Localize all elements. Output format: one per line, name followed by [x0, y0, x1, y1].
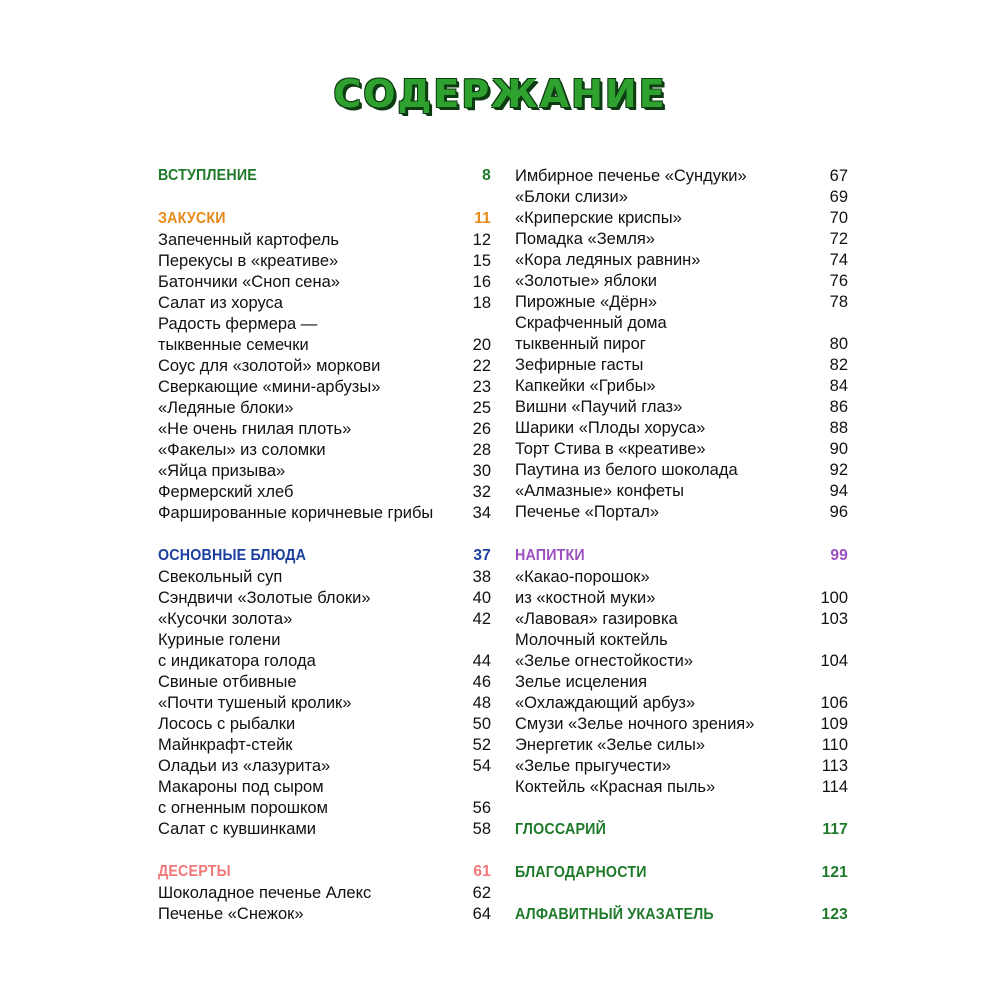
- entry-title: Зефирные гасты: [515, 356, 644, 374]
- toc-section-heading: [158, 861, 491, 883]
- toc-section-heading: [158, 165, 491, 187]
- page-number: 113: [821, 757, 848, 775]
- page-number: 54: [472, 757, 491, 775]
- toc-entry: [158, 776, 491, 798]
- entry-title: Перекусы в «креативе»: [158, 252, 339, 270]
- toc-entry: [158, 608, 491, 630]
- section-title: НАПИТКИ: [515, 547, 585, 564]
- entry-title: тыквенный пирог: [515, 335, 646, 353]
- page-number: 100: [820, 589, 848, 607]
- toc-entry: [158, 692, 491, 714]
- toc-entry: [158, 587, 491, 609]
- page-number: 67: [829, 167, 848, 185]
- toc-entry: [515, 566, 848, 588]
- entry-title: «Кора ледяных равнин»: [515, 251, 701, 269]
- toc-entry: [515, 165, 848, 187]
- toc-entry: [515, 755, 848, 777]
- page-number: 56: [472, 799, 491, 817]
- entry-title: Сверкающие «мини-арбузы»: [158, 378, 381, 396]
- page-number: 78: [829, 293, 848, 311]
- entry-title: Лосось с рыбалки: [158, 715, 296, 733]
- entry-title: Зелье исцеления: [515, 673, 648, 691]
- entry-title: Макароны под сыром: [158, 778, 324, 796]
- toc-entry: [515, 438, 848, 460]
- toc-section-heading: [515, 904, 848, 926]
- page-number: 22: [472, 357, 491, 375]
- page-number: 103: [820, 610, 848, 628]
- toc-entry: [158, 882, 491, 904]
- toc-entry: [515, 776, 848, 798]
- toc-entry: [515, 249, 848, 271]
- entry-title: Имбирное печенье «Сундуки»: [515, 167, 747, 185]
- page-number: 46: [472, 673, 491, 691]
- entry-title: Сэндвичи «Золотые блоки»: [158, 589, 371, 607]
- entry-title: Соус для «золотой» моркови: [158, 357, 381, 375]
- page-number: 117: [822, 821, 848, 838]
- page-number: 12: [472, 231, 491, 249]
- entry-title: «Не очень гнилая плоть»: [158, 420, 352, 438]
- toc-entry: [515, 692, 848, 714]
- entry-title: Фаршированные коричневые грибы: [158, 504, 434, 522]
- page-number: 42: [472, 610, 491, 628]
- page-number: 30: [472, 462, 491, 480]
- toc-entry: [158, 566, 491, 588]
- page-number: 88: [829, 419, 848, 437]
- page-number: 15: [472, 252, 491, 270]
- section-title: ДЕСЕРТЫ: [158, 863, 231, 880]
- toc-entry: [158, 818, 491, 840]
- section-title: ЗАКУСКИ: [158, 210, 226, 227]
- entry-title: Запеченный картофель: [158, 231, 339, 249]
- page-number: 94: [829, 482, 848, 500]
- toc-entry: [158, 334, 491, 356]
- toc-entry: [158, 292, 491, 314]
- entry-title: Печенье «Портал»: [515, 503, 660, 521]
- entry-title: «Яйца призыва»: [158, 462, 286, 480]
- toc-entry: [515, 587, 848, 609]
- page-number: 92: [829, 461, 848, 479]
- entry-title: Свиные отбивные: [158, 673, 297, 691]
- page-number: 28: [472, 441, 491, 459]
- toc-entry: [158, 502, 491, 524]
- entry-title: «Факелы» из соломки: [158, 441, 326, 459]
- toc-section-heading: [158, 208, 491, 230]
- entry-title: «Ледяные блоки»: [158, 399, 294, 417]
- toc-entry: [515, 312, 848, 334]
- entry-title: «Кусочки золота»: [158, 610, 293, 628]
- page-number: 26: [472, 420, 491, 438]
- toc-entry: [158, 755, 491, 777]
- toc-entry: [158, 229, 491, 251]
- toc-entry: [515, 354, 848, 376]
- page-number: 86: [829, 398, 848, 416]
- toc-entry: [515, 671, 848, 693]
- page-number: 18: [472, 294, 491, 312]
- page-number: 84: [829, 377, 848, 395]
- page-number: 76: [829, 272, 848, 290]
- entry-title: тыквенные семечки: [158, 336, 309, 354]
- page-number: 58: [472, 820, 491, 838]
- toc-entry: [158, 376, 491, 398]
- entry-title: Паутина из белого шоколада: [515, 461, 738, 479]
- entry-title: Капкейки «Грибы»: [515, 377, 656, 395]
- entry-title: Торт Стива в «креативе»: [515, 440, 706, 458]
- toc-entry: [158, 481, 491, 503]
- entry-title: «Зелье прыгучести»: [515, 757, 671, 775]
- toc-entry: [158, 397, 491, 419]
- toc-entry: [158, 460, 491, 482]
- page-number: 52: [472, 736, 491, 754]
- toc-section-heading: [515, 862, 848, 884]
- entry-title: с индикатора голода: [158, 652, 316, 670]
- section-title: БЛАГОДАРНОСТИ: [515, 864, 647, 881]
- entry-title: «Почти тушеный кролик»: [158, 694, 352, 712]
- page-number: 110: [821, 736, 848, 754]
- toc-entry: [158, 250, 491, 272]
- entry-title: «Алмазные» конфеты: [515, 482, 684, 500]
- entry-title: Смузи «Зелье ночного зрения»: [515, 715, 755, 733]
- entry-title: Вишни «Паучий глаз»: [515, 398, 683, 416]
- toc-entry: [515, 186, 848, 208]
- toc-entry: [158, 713, 491, 735]
- entry-title: Фермерский хлеб: [158, 483, 294, 501]
- page-number: 114: [821, 778, 848, 796]
- toc-entry: [158, 650, 491, 672]
- toc-entry: [158, 671, 491, 693]
- entry-title: «Какао-порошок»: [515, 568, 650, 586]
- toc-entry: [515, 207, 848, 229]
- entry-title: Салат из хоруса: [158, 294, 283, 312]
- toc-section-heading: [515, 545, 848, 567]
- entry-title: «Зелье огнестойкости»: [515, 652, 694, 670]
- page-number: 82: [829, 356, 848, 374]
- page-number: 123: [821, 906, 848, 923]
- toc-entry: [158, 313, 491, 335]
- entry-title: «Охлаждающий арбуз»: [515, 694, 696, 712]
- page-number: 25: [472, 399, 491, 417]
- page-number: 48: [472, 694, 491, 712]
- toc-entry: [158, 271, 491, 293]
- entry-title: Шоколадное печенье Алекс: [158, 884, 372, 902]
- page-number: 40: [472, 589, 491, 607]
- toc-section-heading: [515, 819, 848, 841]
- page-number: 50: [472, 715, 491, 733]
- page-number: 37: [473, 547, 491, 564]
- page-title: СОДЕРЖАНИЕ: [333, 72, 667, 116]
- entry-title: Энергетик «Зелье силы»: [515, 736, 706, 754]
- page-number: 90: [829, 440, 848, 458]
- page-number: 32: [472, 483, 491, 501]
- toc-entry: [515, 734, 848, 756]
- page-number: 80: [829, 335, 848, 353]
- page-number: 16: [472, 273, 491, 291]
- toc-entry: [515, 417, 848, 439]
- toc-entry: [515, 270, 848, 292]
- toc-entry: [515, 375, 848, 397]
- page-number: 121: [821, 864, 848, 881]
- entry-title: Помадка «Земля»: [515, 230, 655, 248]
- toc-entry: [515, 650, 848, 672]
- toc-entry: [515, 333, 848, 355]
- entry-title: Радость фермера —: [158, 315, 318, 333]
- page-number: 72: [829, 230, 848, 248]
- page-number: 23: [472, 378, 491, 396]
- page-number: 8: [482, 167, 491, 184]
- toc-entry: [158, 418, 491, 440]
- page-number: 61: [473, 863, 491, 880]
- entry-title: Шарики «Плоды хоруса»: [515, 419, 706, 437]
- page-number: 104: [820, 652, 848, 670]
- entry-title: Майнкрафт-стейк: [158, 736, 293, 754]
- toc-entry: [515, 396, 848, 418]
- page-number: 74: [829, 251, 848, 269]
- entry-title: с огненным порошком: [158, 799, 328, 817]
- entry-title: Пирожные «Дёрн»: [515, 293, 658, 311]
- page-number: 44: [472, 652, 491, 670]
- section-title: АЛФАВИТНЫЙ УКАЗАТЕЛЬ: [515, 906, 714, 923]
- page-number: 69: [829, 188, 848, 206]
- toc-entry: [158, 903, 491, 925]
- entry-title: Молочный коктейль: [515, 631, 668, 649]
- entry-title: «Золотые» яблоки: [515, 272, 658, 290]
- entry-title: Свекольный суп: [158, 568, 283, 586]
- entry-title: Скрафченный дома: [515, 314, 667, 332]
- entry-title: Печенье «Снежок»: [158, 905, 304, 923]
- page-number: 99: [830, 547, 848, 564]
- toc-entry: [515, 608, 848, 630]
- page-number: 96: [829, 503, 848, 521]
- toc-entry: [158, 439, 491, 461]
- entry-title: Коктейль «Красная пыль»: [515, 778, 716, 796]
- toc-entry: [515, 501, 848, 523]
- toc-entry: [515, 459, 848, 481]
- page-number: 64: [472, 905, 491, 923]
- entry-title: Салат с кувшинками: [158, 820, 316, 838]
- page-number: 11: [474, 210, 491, 227]
- entry-title: из «костной муки»: [515, 589, 656, 607]
- entry-title: Оладьи из «лазурита»: [158, 757, 331, 775]
- toc-entry: [515, 228, 848, 250]
- entry-title: Куриные голени: [158, 631, 281, 649]
- section-title: ГЛОССАРИЙ: [515, 821, 607, 838]
- toc-entry: [158, 629, 491, 651]
- toc-entry: [158, 797, 491, 819]
- toc-entry: [515, 713, 848, 735]
- toc-entry: [515, 629, 848, 651]
- toc-entry: [515, 480, 848, 502]
- entry-title: «Лавовая» газировка: [515, 610, 678, 628]
- toc-entry: [158, 355, 491, 377]
- toc-section-heading: [158, 545, 491, 567]
- toc-entry: [158, 734, 491, 756]
- page-number: 106: [820, 694, 848, 712]
- page-number: 34: [472, 504, 491, 522]
- entry-title: «Блоки слизи»: [515, 188, 628, 206]
- toc-entry: [515, 291, 848, 313]
- page-number: 20: [472, 336, 491, 354]
- page-number: 62: [472, 884, 491, 902]
- entry-title: «Криперские криспы»: [515, 209, 682, 227]
- page-number: 109: [820, 715, 848, 733]
- entry-title: Батончики «Сноп сена»: [158, 273, 340, 291]
- section-title: ВСТУПЛЕНИЕ: [158, 167, 257, 184]
- section-title: ОСНОВНЫЕ БЛЮДА: [158, 547, 307, 564]
- page-number: 70: [829, 209, 848, 227]
- page-number: 38: [472, 568, 491, 586]
